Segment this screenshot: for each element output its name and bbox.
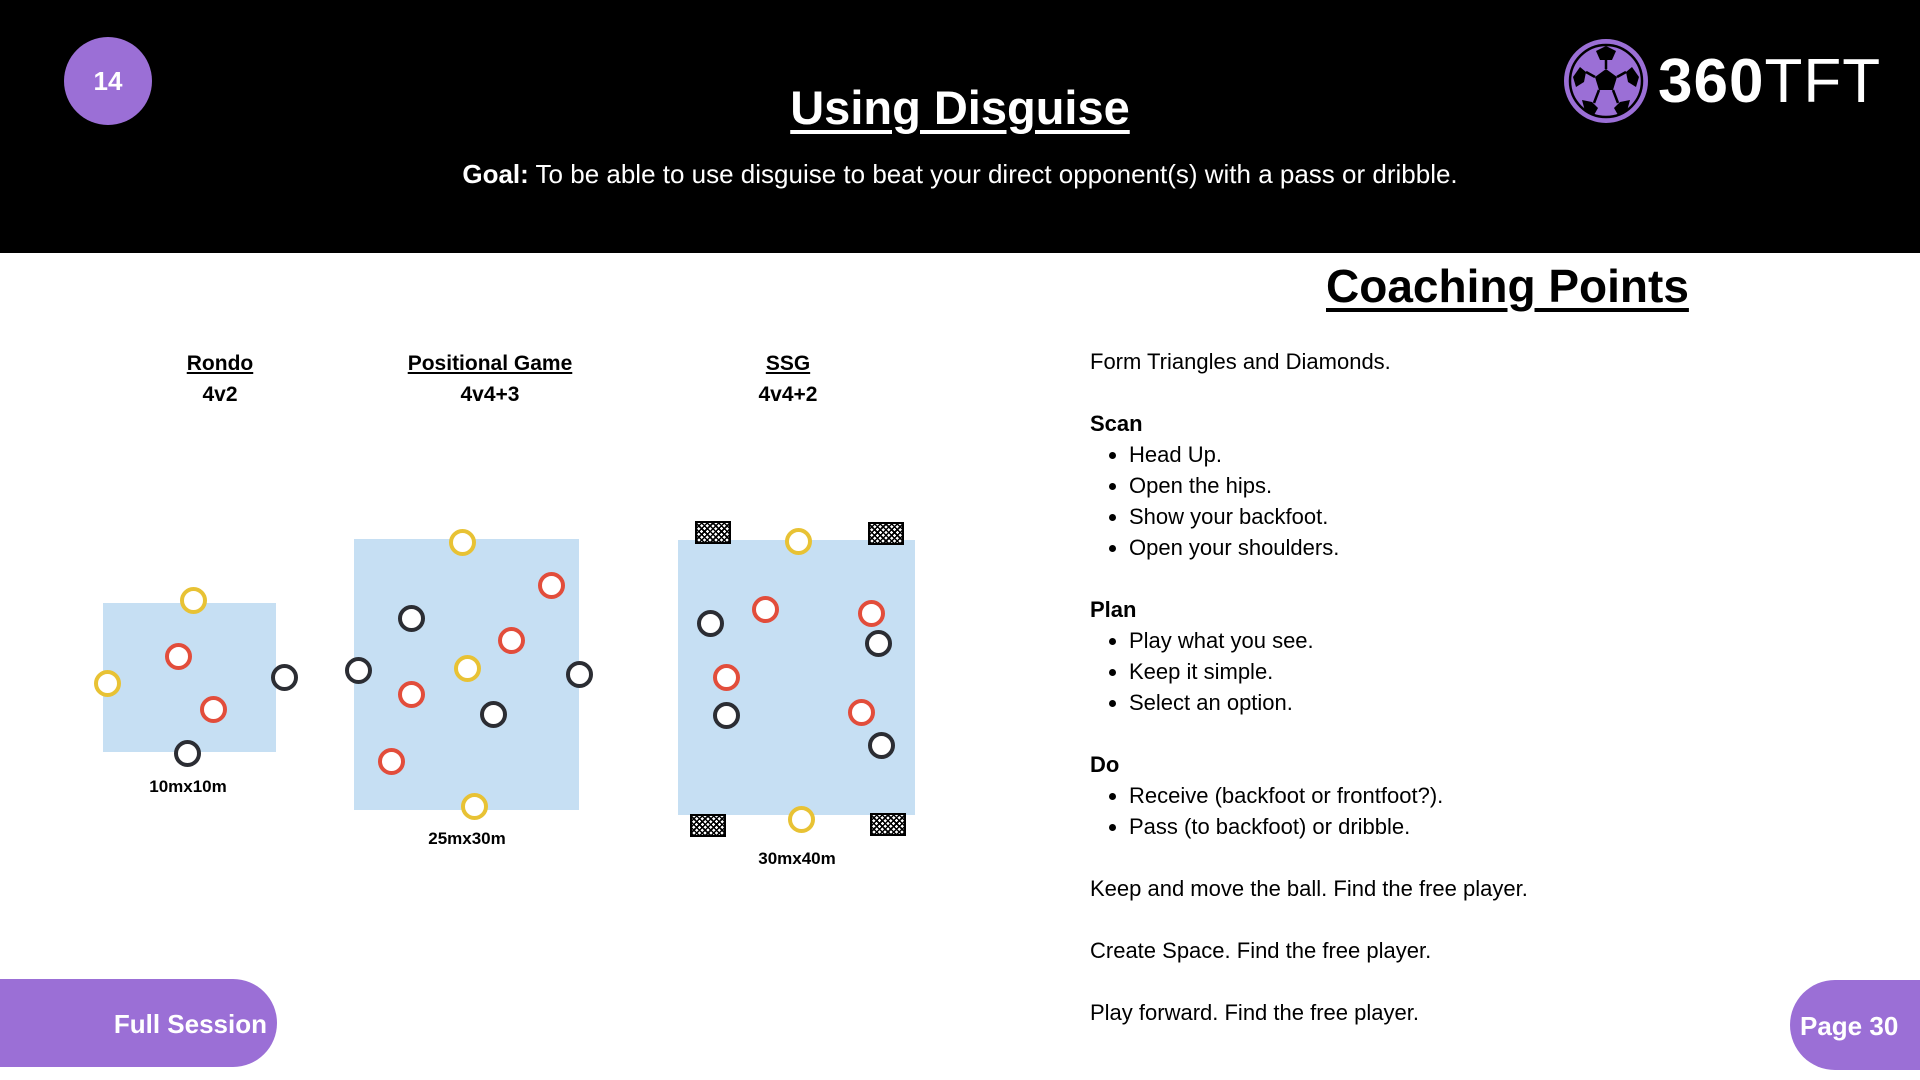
drill-header-rondo	[140, 348, 300, 410]
goal-statement	[0, 159, 1920, 190]
player-black	[865, 630, 892, 657]
player-yellow	[180, 587, 207, 614]
section-heading-do: Do	[1090, 752, 1120, 777]
player-black	[868, 732, 895, 759]
goal-label: Goal:	[462, 159, 529, 189]
player-red	[398, 681, 425, 708]
player-red	[848, 699, 875, 726]
player-red	[165, 643, 192, 670]
section-heading-plan: Plan	[1090, 597, 1137, 622]
drill-name: Rondo	[186, 352, 254, 375]
player-red	[713, 664, 740, 691]
page-number-label: Page 30	[1800, 1011, 1899, 1041]
drill-header-positional-game	[380, 348, 600, 410]
list-item: • Play what you see.	[1129, 625, 1850, 656]
goal-icon	[868, 522, 904, 545]
player-red	[378, 748, 405, 775]
goal-icon	[870, 813, 906, 836]
goal-icon	[690, 814, 726, 837]
closing-point: Create Space. Find the free player.	[1090, 938, 1432, 963]
pitch-rondo	[103, 603, 276, 752]
player-black	[697, 610, 724, 637]
drill-format: 4v4+2	[758, 383, 818, 406]
full-session-label: Full Session	[113, 1009, 267, 1039]
player-yellow	[454, 655, 481, 682]
goal-icon	[695, 521, 731, 544]
logo-text-bold: 360	[1658, 46, 1765, 116]
list-item: • Open the hips.	[1129, 470, 1850, 501]
coaching-points-list	[1090, 346, 1850, 1028]
pitch-size-label: 25mx30m	[428, 829, 506, 848]
list-item: • Select an option.	[1129, 687, 1850, 718]
player-red	[752, 596, 779, 623]
drill-name: Positional Game	[407, 352, 573, 375]
pitch-size-label: 30mx40m	[758, 849, 836, 868]
player-black	[713, 702, 740, 729]
pitch-size-label: 10mx10m	[149, 777, 227, 796]
page-title: Using Disguise	[790, 81, 1130, 134]
player-red	[498, 627, 525, 654]
list-item: • Receive (backfoot or frontfoot?).	[1129, 780, 1850, 811]
list-item: • Pass (to backfoot) or dribble.	[1129, 811, 1850, 842]
player-yellow	[449, 529, 476, 556]
player-yellow	[785, 528, 812, 555]
closing-point: Play forward. Find the free player.	[1090, 1000, 1419, 1025]
drill-header-ssg	[708, 348, 868, 410]
logo-text-light: TFT	[1764, 46, 1882, 116]
section-heading-scan: Scan	[1090, 411, 1143, 436]
list-item: • Head Up.	[1129, 439, 1850, 470]
player-black	[271, 664, 298, 691]
plan-list	[1090, 625, 1850, 718]
player-black	[480, 701, 507, 728]
closing-point: Keep and move the ball. Find the free player.	[1090, 876, 1528, 901]
scan-list	[1090, 439, 1850, 563]
coaching-intro: Form Triangles and Diamonds.	[1090, 349, 1391, 374]
player-red	[200, 696, 227, 723]
brand-logo	[1562, 36, 1881, 126]
do-list	[1090, 780, 1850, 842]
coaching-points-title: Coaching Points	[1326, 260, 1689, 312]
full-session-button[interactable]	[0, 979, 277, 1067]
player-black	[566, 661, 593, 688]
player-yellow	[788, 806, 815, 833]
player-yellow	[94, 670, 121, 697]
player-red	[858, 600, 885, 627]
drill-format: 4v4+3	[460, 383, 520, 406]
list-item: • Keep it simple.	[1129, 656, 1850, 687]
player-black	[345, 657, 372, 684]
soccer-ball-icon	[1562, 37, 1650, 125]
list-item: • Show your backfoot.	[1129, 501, 1850, 532]
goal-text: To be able to use disguise to beat your direct opponent(s) with a pass or dribble.	[528, 159, 1458, 189]
player-black	[174, 740, 201, 767]
player-red	[538, 572, 565, 599]
logo-wordmark	[1658, 46, 1881, 117]
page-number-badge	[1790, 980, 1920, 1070]
slide-number-badge: 14	[64, 37, 152, 125]
drill-name: SSG	[765, 352, 811, 375]
player-yellow	[461, 793, 488, 820]
list-item: • Open your shoulders.	[1129, 532, 1850, 563]
drill-format: 4v2	[202, 383, 238, 406]
player-black	[398, 605, 425, 632]
